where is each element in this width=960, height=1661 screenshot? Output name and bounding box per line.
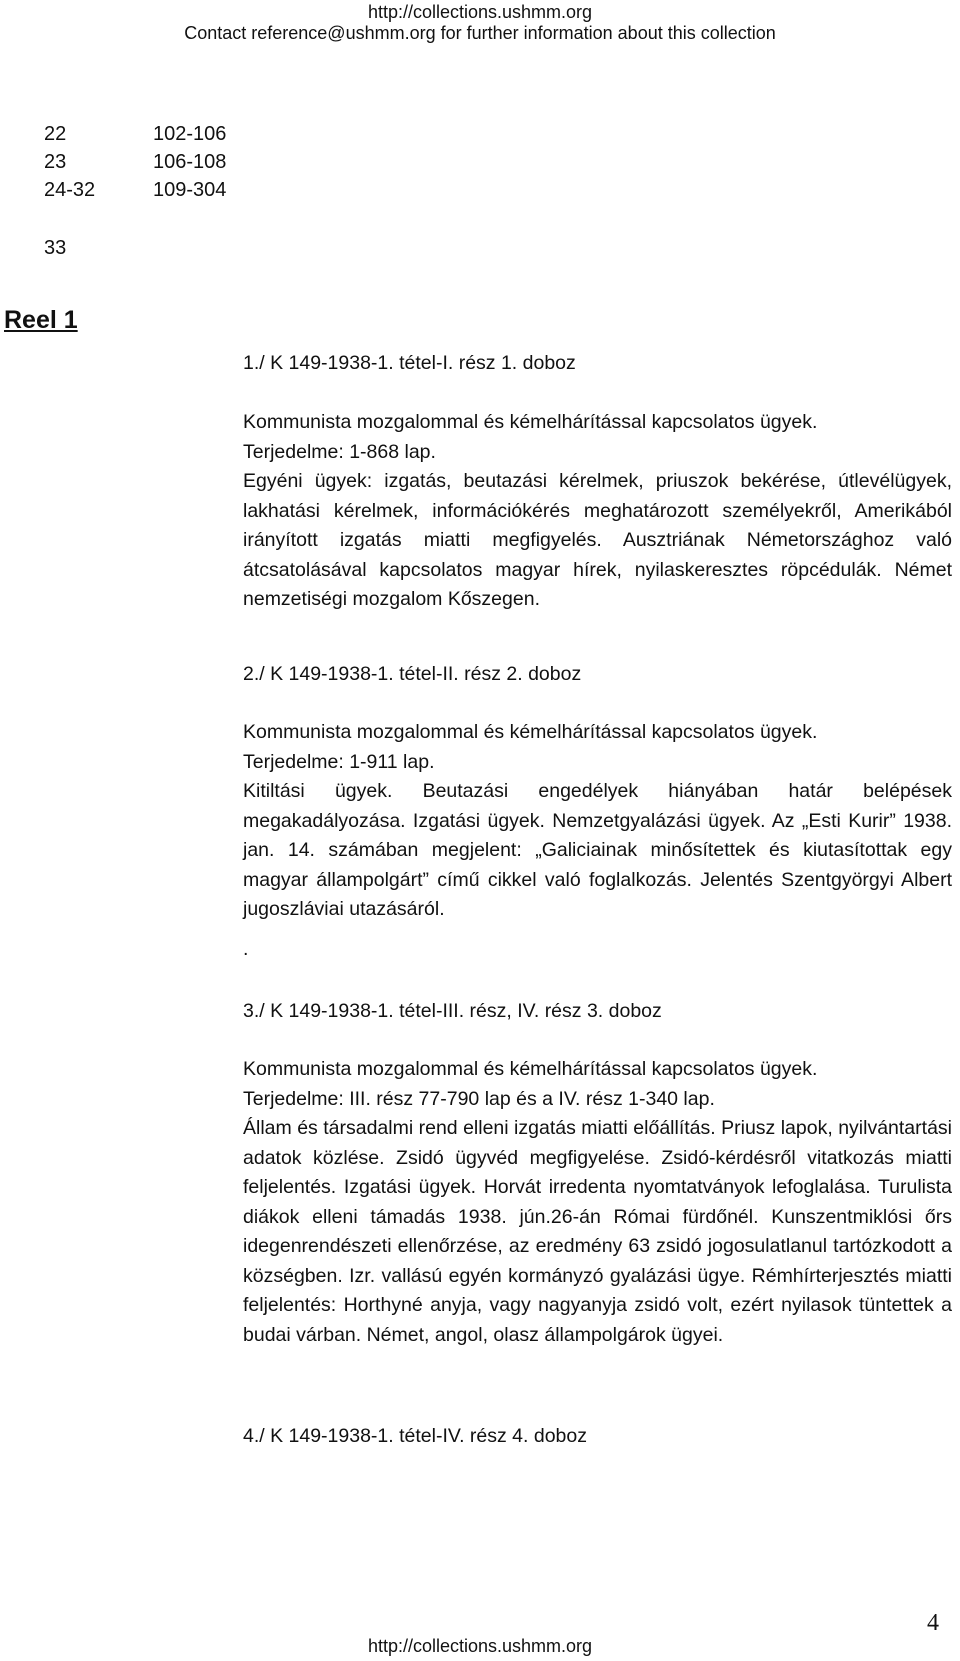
entry-title: 1./ K 149-1938-1. tétel-I. rész 1. doboz bbox=[243, 352, 576, 374]
reel-heading: Reel 1 bbox=[4, 306, 78, 334]
index-reel: 33 bbox=[44, 237, 67, 259]
index-reel: 24-32 bbox=[44, 179, 96, 201]
stray-mark: . bbox=[243, 938, 249, 960]
entry-extent: Terjedelme: 1-868 lap. bbox=[243, 440, 436, 463]
entry-subject: Kommunista mozgalommal és kémelhárítással kapcsolatos ügyek. bbox=[243, 1058, 818, 1080]
header-contact: Contact reference@ushmm.org for further information about this collection bbox=[184, 23, 776, 43]
page-number: 4 bbox=[927, 1610, 939, 1636]
entry-extent: Terjedelme: 1-911 lap. bbox=[243, 750, 435, 773]
header-url: http://collections.ushmm.org bbox=[367, 2, 593, 22]
index-frames: 102-106 bbox=[153, 123, 227, 145]
entry-subject: Kommunista mozgalommal és kémelhárítással kapcsolatos ügyek. bbox=[243, 721, 818, 743]
entry-body bbox=[243, 718, 952, 925]
entry-description: Állam és társadalmi rend elleni izgatás miatti előállítás. Priusz lapok, nyilvántartási adatok közlése. Zsidó ügyvéd megfigyelése. Zsidó-kérdésről vitatkozás miatti feljelentés. Izgatási ügyek. Horvát irredenta nyomtatványok lefoglalása. Turulista diákok elleni támadás 1938. jún.26-án Római fürdőnél. Kunszentmiklósi őrs idegenrendészeti ellenőrzése, az eredmény 63 zsidó jogosulatlanul tartózkodott a községben. Izr. vallású egyén kormányzó gyalázási ügye. Rémhírterjesztés miatti feljelentés: Horthyné anyja, vagy nagyanyja zsidó volt, ezért nyilasok tüntettek a budai várban. Német, angol, olasz állampolgárok ügyei. bbox=[243, 1117, 952, 1346]
index-reel: 22 bbox=[44, 123, 67, 145]
entry-body bbox=[243, 408, 952, 615]
entry-extent: Terjedelme: III. rész 77-790 lap és a IV. rész 1-340 lap. bbox=[243, 1087, 715, 1110]
entry-title: 4./ K 149-1938-1. tétel-IV. rész 4. doboz bbox=[243, 1425, 587, 1447]
entry-description: Egyéni ügyek: izgatás, beutazási kérelmek, priuszok bekérése, útlevélügyek, lakhatási kérelmek, információkérés meghatározott személyekről, Amerikából irányított izgatás miatti megfigyelés. Ausztriának Németországhoz való átcsatolásával kapcsolatos magyar hírek, nyilaskeresztes röpcédulák. Német nemzetiségi mozgalom Kőszegen. bbox=[243, 470, 952, 610]
entry-subject: Kommunista mozgalommal és kémelhárítással kapcsolatos ügyek. bbox=[243, 411, 818, 433]
footer-url: http://collections.ushmm.org bbox=[367, 1636, 593, 1656]
index-row bbox=[44, 148, 226, 176]
entry-title: 3./ K 149-1938-1. tétel-III. rész, IV. rész 3. doboz bbox=[243, 1000, 662, 1022]
index-reel: 23 bbox=[44, 151, 67, 173]
entry-description: Kitiltási ügyek. Beutazási engedélyek hiányában határ belépések megakadályozása. Izgatási ügyek. Nemzetgyalázási ügyek. Az „Esti Kurir” 1938. jan. 14. számában megjelent: „Galiciainak minősítettek és kiutasítottak egy magyar állampolgárt” című cikkel való foglalkozás. Jelentés Szentgyörgyi Albert jugoszláviai utazásáról. bbox=[243, 780, 952, 920]
entry-title: 2./ K 149-1938-1. tétel-II. rész 2. doboz bbox=[243, 663, 582, 685]
index-frames: 106-108 bbox=[153, 151, 227, 173]
index-row bbox=[44, 234, 153, 262]
index-row bbox=[44, 120, 226, 148]
index-row bbox=[44, 176, 226, 204]
index-frames: 109-304 bbox=[153, 179, 227, 201]
entry-body bbox=[243, 1055, 952, 1350]
